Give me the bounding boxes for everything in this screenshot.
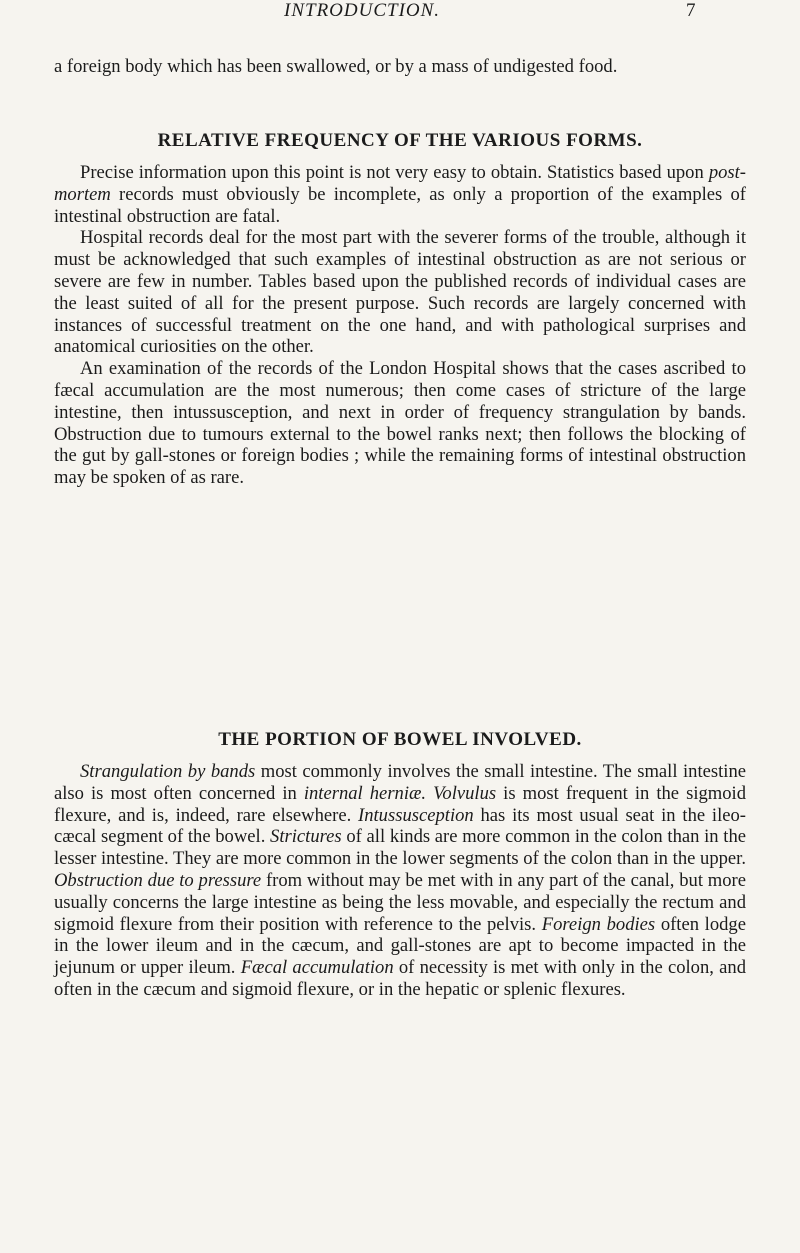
running-title: INTRODUCTION. (284, 0, 441, 21)
paragraph-hospital-records: Hospital records deal for the most part with the severer forms of the trouble, although it must be acknowledged that such examples of intestinal obstruction as are not serious or severe are few in number. Tables based upon the published records of individual cases are the least suited of all for the present purpose. Such records are largely concerned with instances of successful treatment on the one hand, and with pathological surprises and anatomical curiosities on the other. (54, 227, 746, 358)
text-run: of all kinds are more common in the colon than in the lesser intestine. They are more common in the lower segments of the colon than in the upper. (54, 826, 746, 870)
section-heading-frequency: RELATIVE FREQUENCY OF THE VARIOUS FORMS. (157, 130, 643, 151)
italic-run: Volvulus (433, 782, 497, 804)
text-run: often lodge in the lower ileum and in the cæcum, and gall-stones are apt to become impacted in the jejunum or upper ileum. (54, 913, 746, 979)
text-run: of necessity is met with only in the colon, and often in the cæcum and sigmoid flexure, or in the hepatic or splenic flexures. (54, 957, 746, 1000)
text-run: has its most usual seat in the ileo-cæcal segment of the bowel. (54, 804, 746, 848)
italic-run: Fæcal accumulation (240, 957, 394, 979)
text-run: Precise information upon this point is not very easy to obtain. Statistics based upon (80, 162, 709, 183)
italic-run: Foreign bodies (541, 913, 656, 935)
italic-run: Strictures (270, 826, 342, 848)
italic-run: post-mortem (54, 162, 746, 205)
italic-run: Obstruction due to pressure (54, 869, 262, 891)
frequency-section-body (54, 162, 746, 489)
continuation-paragraph: a foreign body which has been swallowed, or by a mass of undigested food. (54, 56, 618, 77)
section-heading-portion: THE PORTION OF BOWEL INVOLVED. (218, 729, 582, 750)
paragraph-precise-information (54, 162, 746, 227)
section-heading-portion-wrap (54, 729, 746, 751)
text-run: from without may be met with in any part of the canal, but more usually concerns the large intestine as being the less movable, and especially the rectum and sigmoid flexure from their position with reference to the pelvis. (54, 869, 746, 935)
text-run: most commonly involves the small intestine. The small intestine also is most often concerned in (54, 761, 746, 804)
text-run: records must obviously be incomplete, as only a proportion of the examples of intestinal obstruction are fatal. (54, 183, 746, 227)
text-run: is most frequent in the sigmoid flexure, and is, indeed, rare elsewhere. (54, 782, 747, 826)
portion-section-body (54, 761, 746, 1001)
running-head (0, 0, 800, 24)
section-heading-frequency-wrap (54, 130, 746, 152)
italic-run: Strangulation by bands (80, 761, 256, 782)
italic-run: internal herniæ. (303, 782, 427, 804)
paragraph-portion-involved (54, 761, 746, 1001)
page-number: 7 (686, 0, 696, 21)
continuation-paragraph-block (54, 56, 746, 78)
paragraph-london-hospital: An examination of the records of the London Hospital shows that the cases ascribed to fæcal accumulation are the most numerous; then come cases of stricture of the large intestine, then intussusception, and next in order of frequency strangulation by bands. Obstruction due to tumours external to the bowel ranks next; then follows the blocking of the gut by gall-stones or foreign bodies ; while the remaining forms of intestinal obstruction may be spoken of as rare. (54, 358, 746, 489)
italic-run: Intussusception (358, 804, 474, 826)
